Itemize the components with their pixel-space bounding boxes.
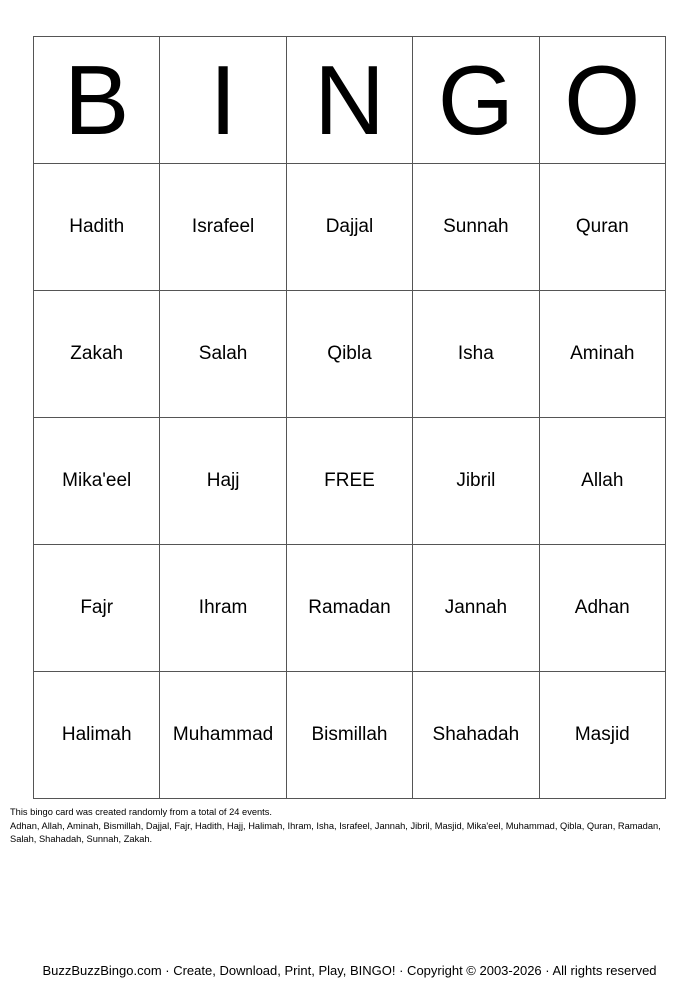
grid-cell: Israfeel bbox=[160, 164, 286, 291]
card-info-summary: This bingo card was created randomly from a total of 24 events. bbox=[10, 807, 272, 817]
grid-cell: Salah bbox=[160, 291, 286, 418]
grid-cell: Muhammad bbox=[160, 672, 286, 799]
header-letter-i: I bbox=[160, 37, 286, 164]
grid-row bbox=[34, 418, 666, 545]
grid-cell: Isha bbox=[413, 291, 539, 418]
grid-cell: Aminah bbox=[539, 291, 665, 418]
grid-cell: Masjid bbox=[539, 672, 665, 799]
grid-cell: Ramadan bbox=[286, 545, 412, 672]
bingo-card bbox=[33, 36, 666, 799]
page-footer: BuzzBuzzBingo.com · Create, Download, Print, Play, BINGO! · Copyright © 2003-2026 · All rights reserved bbox=[42, 963, 657, 978]
grid-cell: Qibla bbox=[286, 291, 412, 418]
grid-cell: Sunnah bbox=[413, 164, 539, 291]
grid-cell: Ihram bbox=[160, 545, 286, 672]
grid-cell: Quran bbox=[539, 164, 665, 291]
grid-cell: Fajr bbox=[34, 545, 160, 672]
grid-row bbox=[34, 164, 666, 291]
header-letter-b: B bbox=[34, 37, 160, 164]
header-letter-o: O bbox=[539, 37, 665, 164]
grid-row bbox=[34, 545, 666, 672]
grid-cell: Dajjal bbox=[286, 164, 412, 291]
grid-cell: Mika'eel bbox=[34, 418, 160, 545]
free-space-cell: FREE bbox=[286, 418, 412, 545]
grid-cell: Allah bbox=[539, 418, 665, 545]
grid-cell: Jibril bbox=[413, 418, 539, 545]
card-info-note bbox=[10, 806, 682, 847]
grid-cell: Shahadah bbox=[413, 672, 539, 799]
card-info-word-list: Adhan, Allah, Aminah, Bismillah, Dajjal, Fajr, Hadith, Hajj, Halimah, Ihram, Isha, Israfeel, Jannah, Jibril, Masjid, Mika'eel, Muhammad, Qibla, Quran, Ramadan, Salah, Shahadah, Sunnah, Zakah. bbox=[10, 820, 661, 844]
header-row bbox=[34, 37, 666, 164]
grid-cell: Bismillah bbox=[286, 672, 412, 799]
grid-row bbox=[34, 291, 666, 418]
grid-cell: Jannah bbox=[413, 545, 539, 672]
grid-cell: Adhan bbox=[539, 545, 665, 672]
grid-cell: Halimah bbox=[34, 672, 160, 799]
grid-row bbox=[34, 672, 666, 799]
grid-cell: Zakah bbox=[34, 291, 160, 418]
grid-cell: Hadith bbox=[34, 164, 160, 291]
header-letter-g: G bbox=[413, 37, 539, 164]
header-letter-n: N bbox=[286, 37, 412, 164]
grid-cell: Hajj bbox=[160, 418, 286, 545]
